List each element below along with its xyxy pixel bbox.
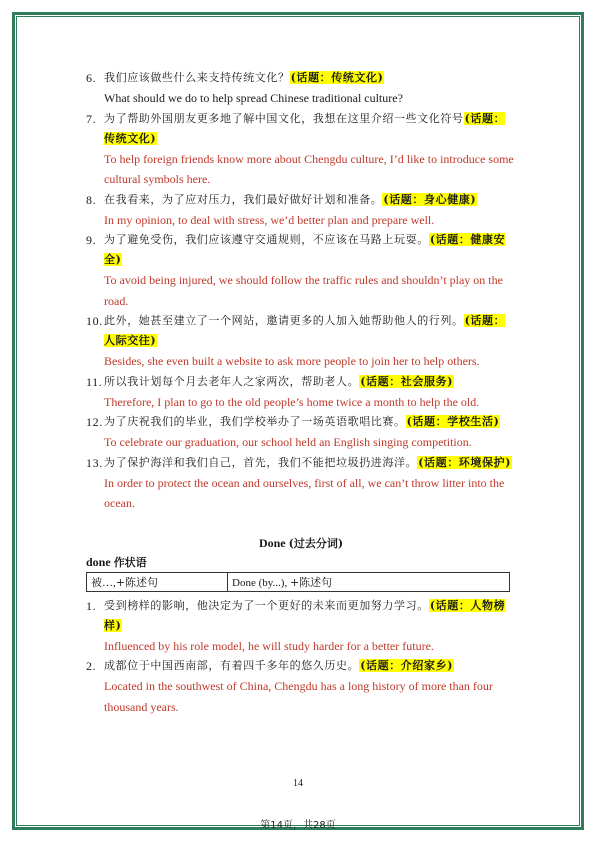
chinese-text: 受到榜样的影响，他决定为了一个更好的未来而更加努力学习。 [104, 598, 429, 612]
english-translation: Besides, she even built a website to ask more people to join her to help others. [104, 354, 480, 368]
chinese-text: 成都位于中国西南部，有着四千多年的悠久历史。 [104, 659, 360, 672]
page-number: 14 [293, 778, 303, 789]
pattern-table [86, 572, 510, 592]
chinese-text: 为了帮助外国朋友更多地了解中国文化，我想在这里介绍一些文化符号 [104, 111, 464, 125]
sentence-item-7 [86, 109, 516, 190]
table-cell-english-pattern [228, 572, 510, 591]
sentence-item-done-2 [86, 656, 516, 717]
item-number: 11. [86, 374, 103, 389]
chinese-text: 所以我计划每个月去老年人之家两次，帮助老人。 [104, 374, 360, 388]
topic-highlight: (话题：健康安全) [104, 233, 506, 266]
chinese-text: 为了庆祝我们的毕业，我们学校举办了一场英语歌唱比赛。 [104, 415, 406, 428]
item-number: 7. [86, 111, 97, 126]
item-number: 13. [86, 455, 103, 470]
chinese-sentence [86, 453, 516, 473]
table-cell-chinese-pattern [87, 572, 228, 591]
document-body [86, 68, 516, 717]
sentence-item-12 [86, 412, 516, 453]
sentence-item-6 [86, 68, 516, 109]
english-translation: In my opinion, to deal with stress, we’d better plan and prepare well. [104, 212, 435, 227]
chinese-sentence [86, 68, 516, 88]
chinese-sentence [86, 311, 516, 351]
english-translation: To avoid being injured, we should follow the traffic rules and shouldn’t play on the road. [104, 273, 503, 308]
subsection-heading-zh: 作状语 [113, 555, 147, 569]
chinese-text: 此外，她甚至建立了一个网站，邀请更多的人加入她帮助他人的行列。 [104, 314, 464, 327]
item-number: 9. [86, 233, 97, 247]
subsection-heading-en: done [86, 554, 111, 569]
section-heading-zh: (过去分词) [288, 536, 344, 550]
pattern-prefix: 被…, [91, 576, 116, 589]
chinese-text: 在我看来，为了应对压力，我们最好做好计划和准备。 [104, 192, 383, 206]
english-translation: Located in the southwest of China, Chengdu has a long history of more than four thousand years. [104, 679, 493, 714]
pattern-suffix: +陈述句 [289, 575, 333, 589]
sentence-item-done-1 [86, 596, 516, 657]
subsection-heading [86, 553, 516, 572]
english-translation: In order to protect the ocean and ourselves, first of all, we can’t throw litter into the ocean. [104, 475, 505, 510]
chinese-sentence [86, 109, 516, 149]
section-heading [86, 534, 516, 553]
english-translation: To help foreign friends know more about Chengdu culture, I’d like to introduce some cultural symbols here. [104, 151, 514, 186]
item-number: 6. [86, 71, 97, 85]
chinese-text: 为了保护海洋和我们自己，首先，我们不能把垃圾扔进海洋。 [104, 455, 418, 469]
page-footer: 第14页，共28页 [260, 820, 336, 831]
topic-highlight: (话题：学校生活) [406, 415, 500, 428]
sentence-item-9 [86, 230, 516, 311]
topic-highlight: (话题：社会服务) [360, 374, 454, 388]
chinese-sentence [86, 656, 516, 676]
english-translation: Influenced by his role model, he will study harder for a better future. [104, 638, 434, 653]
topic-highlight: (话题：身心健康) [383, 192, 477, 206]
english-translation: Therefore, I plan to go to the old people’s home twice a month to help the old. [104, 394, 480, 409]
topic-highlight: (话题：人物榜样) [104, 598, 506, 632]
item-number: 2. [86, 659, 97, 673]
sentence-item-13 [86, 453, 516, 514]
sentence-item-11 [86, 372, 516, 413]
chinese-text: 为了避免受伤，我们应该遵守交通规则，不应该在马路上玩耍。 [104, 233, 429, 246]
table-row [87, 572, 510, 591]
chinese-text: 我们应该做些什么来支持传统文化？ [104, 71, 290, 84]
topic-highlight: (话题：环境保护) [418, 455, 512, 469]
pattern-suffix: +陈述句 [115, 575, 158, 589]
topic-highlight: (话题：人际交往) [104, 314, 506, 347]
topic-highlight: (话题：介绍家乡) [360, 659, 454, 672]
english-translation: To celebrate our graduation, our school held an English singing competition. [104, 435, 472, 449]
item-number: 1. [86, 598, 97, 613]
section-heading-en: Done [258, 535, 286, 550]
chinese-sentence [86, 230, 516, 270]
sentence-item-10 [86, 311, 516, 372]
chinese-sentence [86, 596, 516, 636]
chinese-sentence [86, 190, 516, 210]
chinese-sentence [86, 372, 516, 392]
sentence-item-8 [86, 190, 516, 231]
english-translation: What should we do to help spread Chinese traditional culture? [104, 91, 403, 105]
pattern-prefix: Done (by...), [232, 576, 288, 589]
topic-highlight: (话题：传统文化) [290, 71, 384, 84]
item-number: 10. [86, 314, 103, 328]
item-number: 12. [86, 415, 103, 429]
item-number: 8. [86, 192, 97, 207]
chinese-sentence [86, 412, 516, 432]
topic-highlight: (话题：传统文化) [104, 111, 506, 145]
